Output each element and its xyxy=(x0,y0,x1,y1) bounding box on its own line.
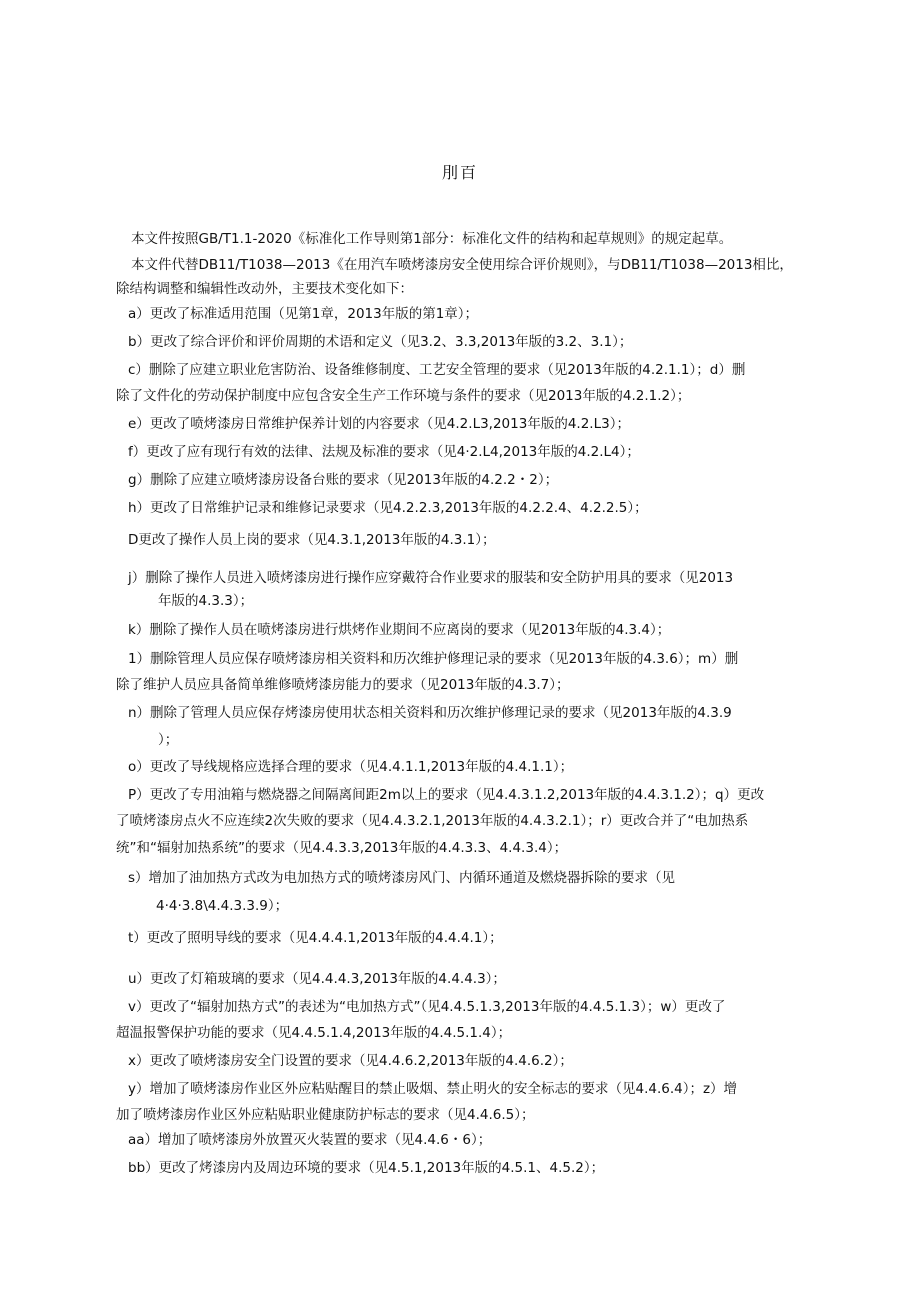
intro-line: 本文件按照GB/T1.1-2020《标准化工作导则第1部分：标准化文件的结构和起草规则》的规定起草。 xyxy=(131,231,733,247)
list-item-z-cont: 加了喷烤漆房作业区外应粘贴职业健康防护标志的要求（见4.4.6.5）； xyxy=(116,1107,535,1123)
list-item-d-cont: 除了文件化的劳动保护制度中应包含安全生产工作环境与条件的要求（见2013年版的4.2.1.2）； xyxy=(116,388,691,404)
list-item-n: n）删除了管理人员应保存烤漆房使用状态相关资料和历次维护修理记录的要求（见2013年版的4.3.9 xyxy=(128,705,732,721)
list-item-aa: aa）增加了喷烤漆房外放置灭火装置的要求（见4.4.6・6）； xyxy=(128,1132,492,1148)
list-item-y: y）增加了喷烤漆房作业区外应粘贴醒目的禁止吸烟、禁止明火的安全标志的要求（见4.4.6.4）；z）增 xyxy=(128,1081,738,1097)
list-item-g: g）删除了应建立喷烤漆房设备台账的要求（见2013年版的4.2.2・2）； xyxy=(128,472,559,488)
list-item-s-cont: 4·4·3.8\4.4.3.3.9）； xyxy=(156,898,289,914)
list-item-h: h）更改了日常维护记录和维修记录要求（见4.2.2.3,2013年版的4.2.2.4、4.2.2.5）； xyxy=(128,500,648,516)
list-item-p: P）更改了专用油箱与燃烧器之间隔离间距2m以上的要求（见4.4.3.1.2,2013年版的4.4.3.1.2）；q）更改 xyxy=(128,787,765,803)
list-item-bb: bb）更改了烤漆房内及周边环境的要求（见4.5.1,2013年版的4.5.1、4.5.2）； xyxy=(128,1160,605,1176)
list-item-a: a）更改了标准适用范围（见第1章，2013年版的第1章）； xyxy=(128,306,479,322)
list-item-v: v）更改了“辐射加热方式”的表述为“电加热方式”（见4.4.5.1.3,2013年版的4.4.5.1.3）；w）更改了 xyxy=(128,999,726,1015)
list-item-i: D更改了操作人员上岗的要求（见4.3.1,2013年版的4.3.1）； xyxy=(128,532,496,548)
list-item-r-cont: 统”和“辐射加热系统”的要求（见4.4.3.3,2013年版的4.4.3.3、4.4.3.4）； xyxy=(116,840,568,856)
list-item-j: j）删除了操作人员进入喷烤漆房进行操作应穿戴符合作业要求的服装和安全防护用具的要求（见2013 xyxy=(128,570,734,586)
list-item-b: b）更改了综合评价和评价周期的术语和定义（见3.2、3.3,2013年版的3.2、3.1）； xyxy=(128,334,633,350)
list-item-n-cont: ）； xyxy=(158,732,179,748)
list-item-m-cont: 除了维护人员应具备简单维修喷烤漆房能力的要求（见2013年版的4.3.7）； xyxy=(116,677,570,693)
list-item-f: f）更改了应有现行有效的法律、法规及标准的要求（见4·2.L4,2013年版的4.2.L4）； xyxy=(128,444,640,460)
intro-line: 本文件代替DB11/T1038—2013《在用汽车喷烤漆房安全使用综合评价规则》，与DB11/T1038—2013相比， xyxy=(131,257,793,273)
intro-line: 除结构调整和编辑性改动外，主要技术变化如下： xyxy=(116,281,413,297)
list-item-x: x）更改了喷烤漆房安全门设置的要求（见4.4.6.2,2013年版的4.4.6.2）； xyxy=(128,1053,573,1069)
list-item-w-cont: 超温报警保护功能的要求（见4.4.5.1.4,2013年版的4.4.5.1.4）； xyxy=(116,1025,512,1041)
list-item-k: k）删除了操作人员在喷烤漆房进行烘烤作业期间不应离岗的要求（见2013年版的4.3.4）； xyxy=(128,622,671,638)
page-title: 刖百 xyxy=(441,163,478,182)
list-item-l: 1）删除管理人员应保存喷烤漆房相关资料和历次维护修理记录的要求（见2013年版的4.3.6）；m）删 xyxy=(128,651,739,667)
list-item-j-cont: 年版的4.3.3）； xyxy=(158,593,254,609)
list-item-s: s）增加了油加热方式改为电加热方式的喷烤漆房风门、内循环通道及燃烧器拆除的要求（见 xyxy=(128,870,676,886)
list-item-e: e）更改了喷烤漆房日常维护保养计划的内容要求（见4.2.L3,2013年版的4.2.L3）； xyxy=(128,416,630,432)
list-item-o: o）更改了导线规格应选择合理的要求（见4.4.1.1,2013年版的4.4.1.1）； xyxy=(128,759,574,775)
list-item-t: t）更改了照明导线的要求（见4.4.4.1,2013年版的4.4.4.1）； xyxy=(128,930,503,946)
list-item-u: u）更改了灯箱玻璃的要求（见4.4.4.3,2013年版的4.4.4.3）； xyxy=(128,971,506,987)
list-item-q-cont: 了喷烤漆房点火不应连续2次失败的要求（见4.4.3.2.1,2013年版的4.4.3.2.1）；r）更改合并了“电加热系 xyxy=(116,813,749,829)
list-item-c: c）删除了应建立职业危害防治、设备维修制度、工艺安全管理的要求（见2013年版的4.2.1.1）；d）删 xyxy=(128,362,746,378)
